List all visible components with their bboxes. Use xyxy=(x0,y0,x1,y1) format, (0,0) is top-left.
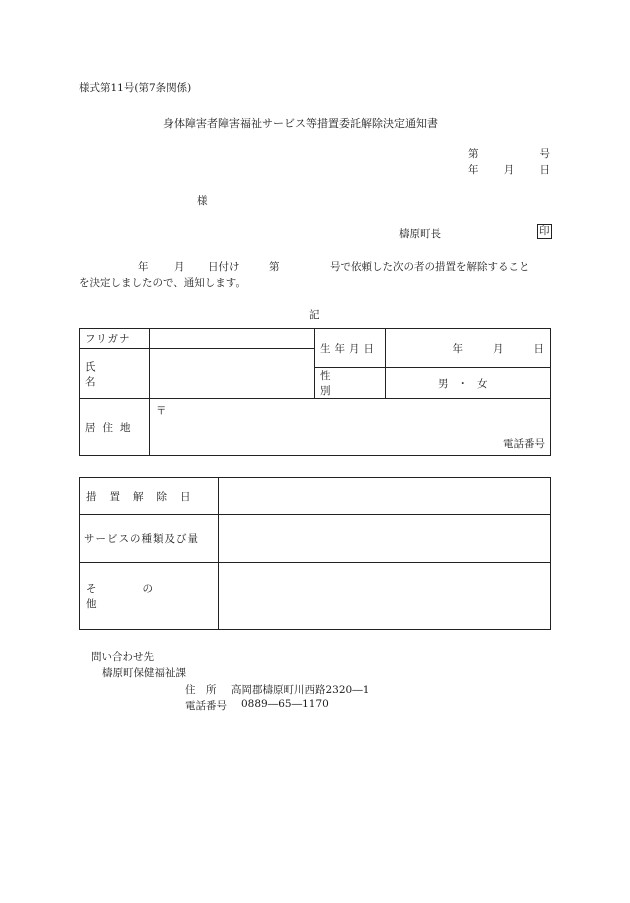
issuer-name: 檮原町長 xyxy=(399,228,441,240)
address-value[interactable] xyxy=(150,399,551,456)
sex-separator: ・ xyxy=(457,377,468,390)
birth-month: 月 xyxy=(493,342,504,355)
service-value[interactable] xyxy=(219,515,551,563)
number-go: 号 xyxy=(539,148,550,160)
other-label xyxy=(80,563,219,630)
cancel-date-label-text: 措置解除日 xyxy=(86,490,204,503)
other-label-text: その他 xyxy=(86,583,199,610)
birthdate-label-cell xyxy=(315,329,386,368)
cancel-date-value[interactable] xyxy=(219,478,551,515)
birth-year: 年 xyxy=(452,342,463,355)
seal-text: 印 xyxy=(539,225,550,237)
other-value[interactable] xyxy=(219,563,551,630)
addressee-suffix: 様 xyxy=(197,195,208,207)
body-day-ref: 日付け xyxy=(208,261,240,273)
ki-heading: 記 xyxy=(309,309,320,321)
sex-label-text: 性別 xyxy=(320,370,358,397)
address-label-text: 居住地 xyxy=(85,421,138,434)
sex-female[interactable]: 女 xyxy=(477,377,488,390)
furigana-label: フリガナ xyxy=(80,329,150,349)
seal-mark xyxy=(537,224,552,239)
issue-day: 日 xyxy=(539,164,550,176)
sex-value[interactable] xyxy=(386,368,551,399)
name-value[interactable] xyxy=(150,349,315,399)
body-month: 月 xyxy=(174,261,185,273)
sex-label xyxy=(315,368,386,399)
birthdate-value[interactable] xyxy=(386,329,551,368)
service-table xyxy=(79,477,551,630)
service-label xyxy=(80,515,219,563)
document-number-line xyxy=(468,146,550,161)
service-label-text: サービスの種類及び量 xyxy=(84,533,199,545)
sex-male[interactable]: 男 xyxy=(438,377,449,390)
issue-date-line xyxy=(468,162,550,177)
body-year: 年 xyxy=(138,261,149,273)
contact-phone: 0889―65―1170 xyxy=(241,698,329,710)
contact-department: 檮原町保健福祉課 xyxy=(102,667,186,679)
name-label xyxy=(80,349,150,399)
contact-address: 高岡郡檮原町川西路2320―1 xyxy=(231,684,370,696)
contact-phone-label: 電話番号 xyxy=(185,700,227,712)
cancel-date-label xyxy=(80,478,219,515)
name-label-text: 氏名 xyxy=(85,360,122,388)
form-number: 様式第11号(第7条関係) xyxy=(79,82,192,94)
phone-label: 電話番号 xyxy=(503,438,545,450)
number-dai: 第 xyxy=(468,148,479,160)
issue-year: 年 xyxy=(468,164,479,176)
body-line2: を決定しましたので、通知します。 xyxy=(79,277,246,289)
furigana-value[interactable] xyxy=(150,329,315,349)
person-table xyxy=(79,328,551,456)
birth-day: 日 xyxy=(533,342,544,355)
body-line1: 号で依頼した次の者の措置を解除すること xyxy=(330,261,530,273)
postal-mark: 〒 xyxy=(156,405,167,417)
body-dai: 第 xyxy=(269,261,280,273)
contact-heading: 問い合わせ先 xyxy=(91,651,154,663)
address-label xyxy=(80,399,150,456)
contact-address-label: 住 所 xyxy=(185,684,217,696)
issue-month: 月 xyxy=(503,164,515,176)
birthdate-label: 生年月日 xyxy=(320,342,378,355)
document-title: 身体障害者障害福祉サービス等措置委託解除決定通知書 xyxy=(163,117,438,130)
